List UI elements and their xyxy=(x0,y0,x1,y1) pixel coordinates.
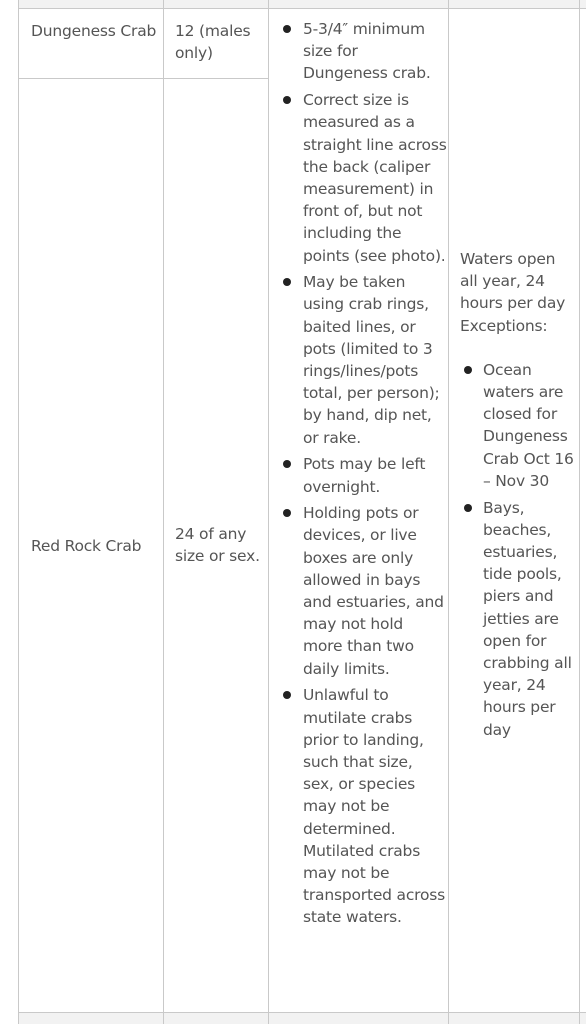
list-item: Correct size is measured as a straight line across the back (caliper measurement) in front of, but not including the points (see photo). xyxy=(269,89,447,267)
list-item: Unlawful to mutilate crabs prior to landing, such that size, sex, or species may not be determined. Mutilated crabs may not be transported across state waters. xyxy=(269,684,447,928)
list-item: Bays, beaches, estuaries, tide pools, piers and jetties are open for crabbing all year, 24 hours per day xyxy=(460,497,577,741)
table-cell-limit xyxy=(175,523,263,567)
daily-limit: 12 (males only) xyxy=(175,22,251,63)
list-item: Holding pots or devices, or live boxes are only allowed in bays and estuaries, and may not hold more than two daily limits. xyxy=(269,502,447,680)
list-item: 5-3/4″ minimum size for Dungeness crab. xyxy=(269,18,447,85)
column-divider xyxy=(448,0,449,1024)
table-cell-regulations xyxy=(269,18,447,933)
table-header-band xyxy=(18,0,586,8)
season-exceptions-list xyxy=(460,359,577,741)
column-divider xyxy=(163,0,164,1024)
table-cell-season xyxy=(460,248,577,745)
list-item: May be taken using crab rings, baited lines, or pots (limited to 3 rings/lines/pots total, per person); by hand, dip net, or rake. xyxy=(269,271,447,449)
table-cell-limit xyxy=(175,20,263,64)
list-item: Ocean waters are closed for Dungeness Crab Oct 16 – Nov 30 xyxy=(460,359,577,492)
column-divider xyxy=(579,0,580,1024)
row-divider xyxy=(18,78,269,79)
table-cell-species xyxy=(31,535,159,557)
table-next-row-band xyxy=(18,1013,586,1024)
season-intro: Waters open all year, 24 hours per day Exceptions: xyxy=(460,250,566,335)
spacer xyxy=(460,337,577,359)
table-top-border xyxy=(18,8,586,9)
list-item: Pots may be left overnight. xyxy=(269,453,447,497)
table-bottom-border xyxy=(18,1012,586,1013)
regulations-list xyxy=(269,18,447,929)
daily-limit: 24 of any size or sex. xyxy=(175,525,260,566)
species-name: Dungeness Crab xyxy=(31,22,157,40)
species-name: Red Rock Crab xyxy=(31,537,142,555)
table-cell-species xyxy=(31,20,159,42)
column-divider xyxy=(18,0,19,1024)
